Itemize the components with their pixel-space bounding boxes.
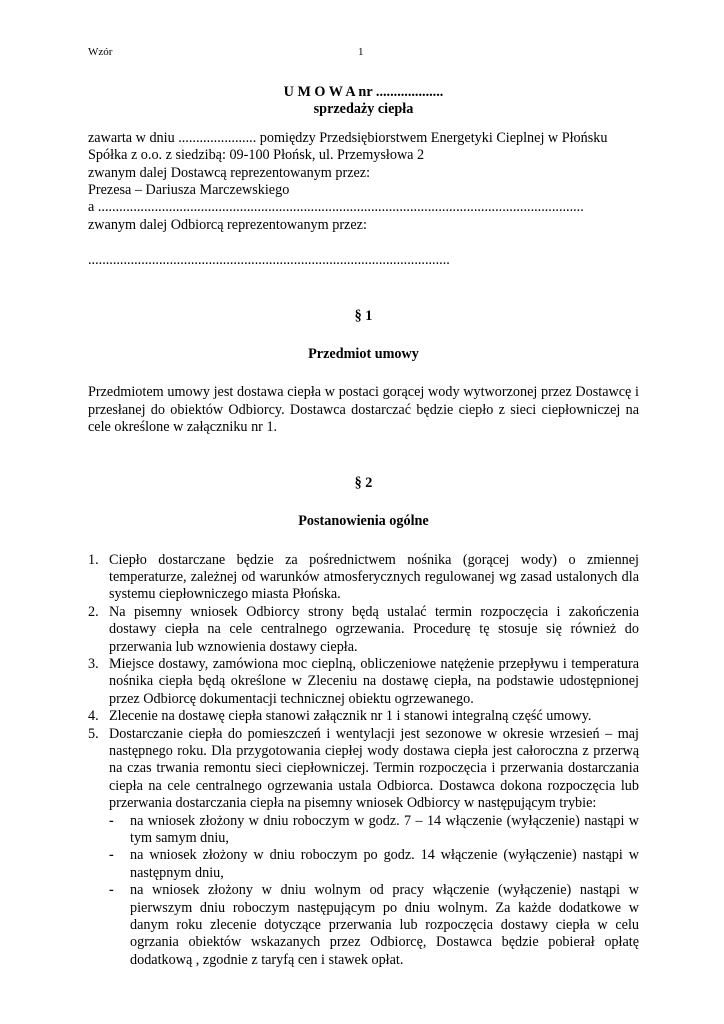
item-text: Na pisemny wniosek Odbiorcy strony będą ustalać termin rozpoczęcia i zakończenia dostawy ciepła na cele centralnego ogrzewania. Procedurę tę stosuje się również do przerwania lub wznowienia dostawy ciepła. xyxy=(109,603,639,655)
provisions-list xyxy=(88,552,639,970)
section-1-heading: Przedmiot umowy xyxy=(308,346,419,363)
list-item xyxy=(88,604,639,656)
dash-bullet: - xyxy=(109,882,114,899)
intro-line: ...................................................................................................... xyxy=(88,252,450,269)
list-item xyxy=(88,656,639,708)
list-item xyxy=(88,708,639,725)
sub-item-text: na wniosek złożony w dniu wolnym od pracy włączenie (wyłączenie) nastąpi w pierwszym dniu roboczym następującym po dniu wolnym. Za każde dodatkowe w danym roku zlecenie dotyczące przerwania lub rozpoczęcia dostawy ciepła w celu ogrzania obiektów wskazanych przez Odbiorcę, Dostawca będzie pobierał opłatę dodatkową , zgodnie z taryfą cen i stawek opłat. xyxy=(130,882,639,968)
intro-line: Spółka z o.o. z siedzibą: 09-100 Płońsk, ul. Przemysłowa 2 xyxy=(88,147,425,164)
item-text: Miejsce dostawy, zamówiona moc cieplną, obliczeniowe natężenie przepływu i temperatura nośnika ciepła będą określone w Zleceniu na dostawę ciepła, na podstawie udostępnionej przez Odbiorcę dokumentacji technicznej obiektu ogrzewanego. xyxy=(109,655,639,707)
section-2-number: § 2 xyxy=(354,474,373,491)
intro-line: zwanym dalej Odbiorcą reprezentowanym przez: xyxy=(88,216,367,233)
document-body xyxy=(88,84,639,969)
item-text: Dostarczanie ciepła do pomieszczeń i wentylacji jest sezonowe w okresie wrzesień – maj następnego roku. Dla przygotowania ciepłej wody dostawa ciepła jest całoroczna z przerwą na czas trwania remontu sieci ciepłowniczej. Termin rozpoczęcia i przerwania dostarczania ciepła na cele centralnego ogrzewania ustala Odbiorca. Dostawca dokona rozpoczęcia lub przerwania dostarczania ciepła na pisemny wniosek Odbiorcy w następującym trybie: xyxy=(109,725,639,812)
section-2-heading: Postanowienia ogólne xyxy=(298,513,429,530)
dash-bullet: - xyxy=(109,812,114,829)
item-number: 5. xyxy=(88,725,99,742)
contract-title: U M O W A nr ................... xyxy=(283,84,444,100)
item-number: 1. xyxy=(88,551,99,568)
item-text: Zlecenie na dostawę ciepła stanowi załącznik nr 1 i stanowi integralną część umowy. xyxy=(109,708,592,725)
list-item xyxy=(88,552,639,604)
item-number: 4. xyxy=(88,708,99,725)
intro-line: Prezesa – Dariusza Marczewskiego xyxy=(88,182,290,199)
sub-list-item xyxy=(109,882,639,969)
intro-line: a ......................................................................................................................................... xyxy=(88,199,584,216)
sub-item-text: na wniosek złożony w dniu roboczym po godz. 14 włączenie (wyłączenie) nastąpi w następnym dniu, xyxy=(130,847,639,881)
sub-item-text: na wniosek złożony w dniu roboczym w godz. 7 – 14 włączenie (wyłączenie) nastąpi w tym samym dniu, xyxy=(130,812,639,846)
dash-bullet: - xyxy=(109,847,114,864)
contract-subtitle: sprzedaży ciepła xyxy=(313,101,414,118)
intro-line: zawarta w dniu ...................... pomiędzy Przedsiębiorstwem Energetyki Cieplnej w Płońsku xyxy=(88,129,608,146)
item-number: 2. xyxy=(88,603,99,620)
sub-list-item xyxy=(109,813,639,848)
intro-block xyxy=(88,130,639,270)
intro-line: zwanym dalej Dostawcą reprezentowanym przez: xyxy=(88,164,371,181)
item-text: Ciepło dostarczane będzie za pośrednictwem nośnika (gorącej wody) o zmiennej temperaturze, zależnej od warunków atmosferycznych regulowanej wg zasad ustalonych dla systemu ciepłowniczego miasta Płońska. xyxy=(109,551,639,603)
section-1-number: § 1 xyxy=(354,307,373,324)
header-label: Wzór xyxy=(88,46,113,58)
section-1-text: Przedmiotem umowy jest dostawa ciepła w postaci gorącej wody wytworzonej przez Dostawcę i przesłanej do obiektów Odbiorcy. Dostawca dostarczać będzie ciepło z sieci ciepłowniczej na cele określone w załączniku nr 1. xyxy=(88,384,639,436)
list-item xyxy=(88,726,639,970)
sub-list-item xyxy=(109,847,639,882)
sub-list xyxy=(109,813,639,970)
item-number: 3. xyxy=(88,655,99,672)
page-number: 1 xyxy=(358,46,364,58)
